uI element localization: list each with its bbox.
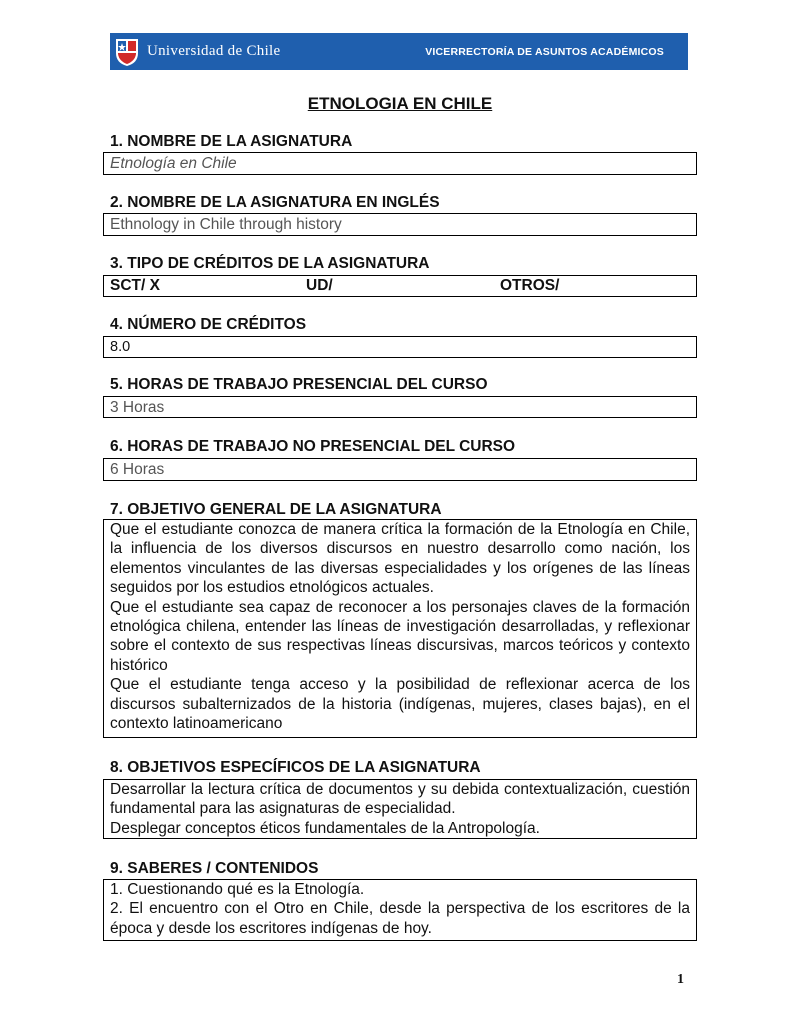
section-6-title: 6. HORAS DE TRABAJO NO PRESENCIAL DEL CURSO xyxy=(110,438,516,455)
header-banner xyxy=(110,33,688,70)
credits-number-field xyxy=(103,336,697,358)
course-name-field xyxy=(103,152,697,175)
page-number: 1 xyxy=(677,972,684,987)
credits-number-value: 8.0 xyxy=(110,339,131,355)
specific-objective-paragraph: Desarrollar la lectura crítica de documentos y su debida contextualización, cuestión fundamental para las asignaturas de especialidad. xyxy=(110,781,690,818)
section-4-title: 4. NÚMERO DE CRÉDITOS xyxy=(110,316,307,333)
specific-objective-paragraph: Desplegar conceptos éticos fundamentales de la Antropología. xyxy=(110,819,540,837)
section-8-title: 8. OBJETIVOS ESPECÍFICOS DE LA ASIGNATURA xyxy=(110,759,481,776)
section-7-title: 7. OBJETIVO GENERAL DE LA ASIGNATURA xyxy=(110,501,442,518)
credit-otros: OTROS/ xyxy=(500,277,560,294)
document-title: ETNOLOGIA EN CHILE xyxy=(307,94,493,113)
english-name-value: Ethnology in Chile through history xyxy=(110,216,342,233)
contents-item: 1. Cuestionando qué es la Etnología. xyxy=(110,881,365,898)
general-objective-paragraph: Que el estudiante tenga acceso y la posibilidad de reflexionar acerca de los discursos subalternizados de la historia (indígenas, mujeres, clases bajas), en el contexto latinoamericano xyxy=(110,676,690,733)
specific-objectives-box xyxy=(103,779,697,839)
general-objective-box xyxy=(103,519,697,738)
university-crest-icon xyxy=(114,37,140,67)
section-2-title: 2. NOMBRE DE LA ASIGNATURA EN INGLÉS xyxy=(110,194,440,211)
english-name-field xyxy=(103,213,697,236)
general-objective-paragraph: Que el estudiante sea capaz de reconocer a los personajes claves de la formación etnológica chilena, entender las líneas de investigación desarrolladas, y reflexionar sobre el contexto de sus respectivas líneas discursivas, marcos teóricos y contexto histórico xyxy=(110,598,690,674)
section-3-title: 3. TIPO DE CRÉDITOS DE LA ASIGNATURA xyxy=(110,255,430,272)
presential-hours-value: 3 Horas xyxy=(110,399,165,416)
section-5-title: 5. HORAS DE TRABAJO PRESENCIAL DEL CURSO xyxy=(110,376,488,393)
presential-hours-field xyxy=(103,396,697,418)
general-objective-paragraph: Que el estudiante conozca de manera crítica la formación de la Etnología en Chile, la influencia de los diversos discursos en nuestro desarrollo como nación, los elementos vinculantes de las diversas especialidades y los orígenes de las líneas seguidos por los estudios etnológicos actuales. xyxy=(110,521,690,597)
nonpresential-hours-value: 6 Horas xyxy=(110,461,165,478)
credit-ud: UD/ xyxy=(306,277,333,294)
credit-type-field xyxy=(103,275,697,297)
office-name: VICERRECTORÍA DE ASUNTOS ACADÉMICOS xyxy=(425,45,664,58)
nonpresential-hours-field xyxy=(103,458,697,481)
contents-item: 2. El encuentro con el Otro en Chile, desde la perspectiva de los escritores de la época y desde los escritores indígenas de hoy. xyxy=(110,900,690,937)
contents-box xyxy=(103,879,697,941)
course-name-value: Etnología en Chile xyxy=(110,155,237,172)
credit-sct: SCT/ X xyxy=(110,277,160,294)
section-1-title: 1. NOMBRE DE LA ASIGNATURA xyxy=(110,133,353,150)
section-9-title: 9. SABERES / CONTENIDOS xyxy=(110,860,319,877)
university-name: Universidad de Chile xyxy=(147,43,281,59)
